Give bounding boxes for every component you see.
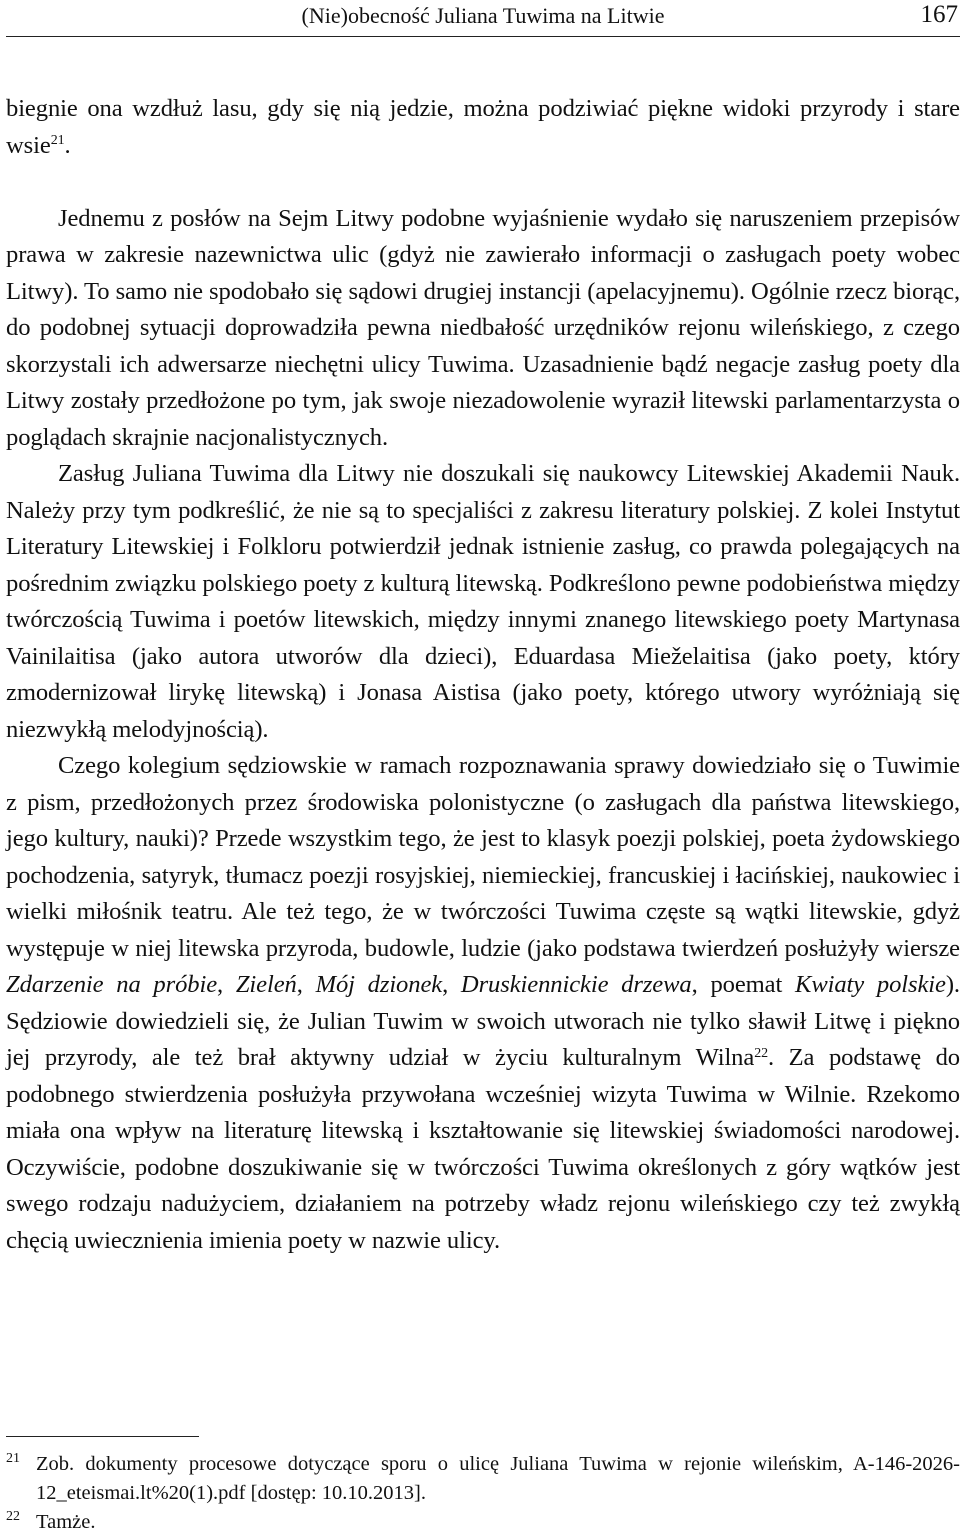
work-title: Druskiennickie drzewa — [460, 971, 692, 998]
paragraph-sejm: Jednemu z posłów na Sejm Litwy podobne wyjaśnienie wydało się naruszeniem przepisów prawa w zakresie nazewnictwa ulic (gdyż nie zawierało informacji o zasługach poety wobec Litwy). To samo nie spodobało się sądowi drugiej instancji (apelacyjnemu). Ogólnie rzecz biorąc, do podobnej sytuacji doprowadziła pewna niedbałość urzędników rejonu wileńskiego, z czego skorzystali ich adwersarze niechętni ulicy Tuwima. Uzasadnienie bądź negacje zasług poety dla Litwy zostały przedłożone po tym, jak swoje niezadowolenie wyraził litewski parlamentarzysta o poglądach skrajnie nacjonalistycznych. — [6, 204, 960, 451]
footnotes — [6, 1450, 960, 1537]
page-number: 167 — [920, 1, 958, 28]
paragraph-text: ). Sędziowie dowiedzieli się, że Julian Tuwim w swoich utworach nie tylko sławił Litwę i piękno jej przyrody, ale też brał aktywny udział w życiu kulturalnym Wilna — [6, 971, 960, 1071]
body-text — [6, 91, 960, 1259]
paragraph-text: Czego kolegium sędziowskie w ramach rozpoznawania sprawy dowiedziało się o Tuwimie z pism, przedłożonych przez środowiska polonistyczne (o zasługach dla państwa litewskiego, jego kultury, nauki)? Przede wszystkim tego, że jest to klasyk poezji polskiej, poeta żydowskiego pochodzenia, satyryk, tłumacz poezji rosyjskiej, niemieckiej, francuskiej i łacińskiej, naukowiec i wielki miłośnik teatru. Ale też tego, że w twórczości Tuwima częste są wątki litewskie, gdyż występuje w niej litewska przyroda, budowle, ludzie (jako podstawa twierdzeń posłużyły wiersze — [6, 752, 960, 962]
header-title: (Nie)obecność Juliana Tuwima na Litwie — [301, 3, 665, 28]
work-title: Kwiaty polskie — [795, 971, 946, 998]
footnote-divider — [6, 1436, 199, 1437]
footnote-22 — [6, 1508, 960, 1537]
running-header — [6, 0, 960, 37]
paragraph-continuation — [6, 91, 960, 164]
work-title: Zieleń — [235, 971, 297, 998]
work-title: Zdarzenie na próbie — [6, 971, 218, 998]
footnote-text: Zob. dokumenty procesowe dotyczące sporu o ulicę Juliana Tuwima w rejonie wileńskim, A-146-2026-12_eteismai.lt%20(1).pdf [dostęp: 10.10.2013]. — [36, 1453, 960, 1504]
paragraph-tail: . — [64, 131, 71, 159]
separator: , — [296, 971, 316, 998]
paragraph-text: biegnie ona wzdłuż lasu, gdy się nią jedzie, można podziwiać piękne widoki przyrody i stare wsie — [6, 95, 960, 159]
footnote-text: Tamże. — [36, 1511, 96, 1533]
paragraph-text: . Za podstawę do podobnego stwierdzenia posłużyła przywołana wcześniej wizyta Tuwima w Wilnie. Rzekomo miała ona wpływ na literaturę litewską i kształtowanie się litewskiej świadomości narodowej. Oczywiście, podobne doszukiwanie się w twórczości Tuwima określonych z góry wątków jest swego rodzaju nadużyciem, działaniem na potrzeby władz rejonu wileńskiego czy też zwykłą chęcią uwiecznienia imienia poety w nazwie ulicy. — [6, 1044, 960, 1254]
footnote-ref-21: 21 — [50, 133, 65, 149]
footnote-number: 22 — [6, 1509, 20, 1524]
footnote-ref-22: 22 — [754, 1045, 769, 1061]
footnote-21 — [6, 1450, 960, 1508]
work-title: Mój dzionek — [315, 971, 443, 998]
separator: , — [217, 971, 236, 998]
footnote-number: 21 — [6, 1451, 20, 1466]
separator: , poemat — [691, 971, 796, 998]
paragraph-akademia: Zasług Juliana Tuwima dla Litwy nie doszukali się naukowcy Litewskiej Akademii Nauk. Należy przy tym podkreślić, że nie są to specjaliści z zakresu literatury polskiej. Z kolei Instytut Literatury Litewskiej i Folkloru potwierdził jednak istnienie zasług, co prawda polegających na pośrednim związku polskiego poety z kulturą litewską. Podkreślono pewne podobieństwa między twórczością Tuwima i poetów litewskich, między innymi znanego litewskiego poety Martynasa Vainilaitisa (jako autora utworów dla dzieci), Eduardasa Mieželaitisa (jako poety, który zmodernizował lirykę litewską) i Jonasa Aistisa (jako poety, którego utwory wyróżniają się niezwykłą melodyjnością). — [6, 460, 960, 743]
separator: , — [442, 971, 461, 998]
paragraph-kolegium — [6, 748, 960, 1259]
